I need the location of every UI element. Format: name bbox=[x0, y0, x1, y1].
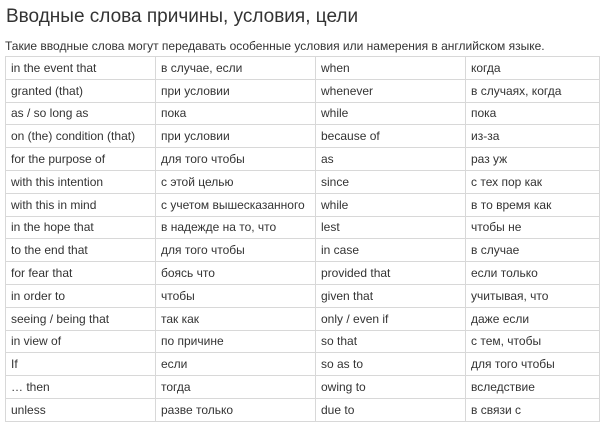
english-phrase-cell: … then bbox=[6, 376, 156, 399]
english-phrase-cell: in case bbox=[316, 239, 466, 262]
english-phrase-cell: in the hope that bbox=[6, 216, 156, 239]
english-phrase-cell: owing to bbox=[316, 376, 466, 399]
table-row bbox=[6, 79, 600, 102]
english-phrase-cell: so as to bbox=[316, 353, 466, 376]
english-phrase-cell: to the end that bbox=[6, 239, 156, 262]
russian-translation-cell: так как bbox=[156, 307, 316, 330]
russian-translation-cell: тогда bbox=[156, 376, 316, 399]
english-phrase-cell: in view of bbox=[6, 330, 156, 353]
russian-translation-cell: для того чтобы bbox=[466, 353, 600, 376]
english-phrase-cell: granted (that) bbox=[6, 79, 156, 102]
english-phrase-cell: whenever bbox=[316, 79, 466, 102]
russian-translation-cell: даже если bbox=[466, 307, 600, 330]
table-row bbox=[6, 398, 600, 421]
table-row bbox=[6, 148, 600, 171]
russian-translation-cell: при условии bbox=[156, 79, 316, 102]
english-phrase-cell: because of bbox=[316, 125, 466, 148]
russian-translation-cell: пока bbox=[156, 102, 316, 125]
english-phrase-cell: as / so long as bbox=[6, 102, 156, 125]
english-phrase-cell: lest bbox=[316, 216, 466, 239]
english-phrase-cell: seeing / being that bbox=[6, 307, 156, 330]
table-row bbox=[6, 353, 600, 376]
table-row bbox=[6, 262, 600, 285]
table-row bbox=[6, 307, 600, 330]
table-row bbox=[6, 330, 600, 353]
table-row bbox=[6, 170, 600, 193]
russian-translation-cell: с учетом вышесказанного bbox=[156, 193, 316, 216]
english-phrase-cell: given that bbox=[316, 284, 466, 307]
russian-translation-cell: пока bbox=[466, 102, 600, 125]
page-title: Вводные слова причины, условия, цели bbox=[6, 6, 359, 27]
english-phrase-cell: on (the) condition (that) bbox=[6, 125, 156, 148]
russian-translation-cell: в случаях, когда bbox=[466, 79, 600, 102]
english-phrase-cell: as bbox=[316, 148, 466, 171]
english-phrase-cell: since bbox=[316, 170, 466, 193]
table-row bbox=[6, 193, 600, 216]
russian-translation-cell: с тем, чтобы bbox=[466, 330, 600, 353]
page-subtitle: Такие вводные слова могут передавать особенные условия или намерения в английском языке. bbox=[5, 39, 545, 53]
russian-translation-cell: для того чтобы bbox=[156, 148, 316, 171]
table-row bbox=[6, 57, 600, 80]
english-phrase-cell: If bbox=[6, 353, 156, 376]
table-row bbox=[6, 125, 600, 148]
english-phrase-cell: for the purpose of bbox=[6, 148, 156, 171]
russian-translation-cell: из-за bbox=[466, 125, 600, 148]
russian-translation-cell: в связи с bbox=[466, 398, 600, 421]
russian-translation-cell: с этой целью bbox=[156, 170, 316, 193]
english-phrase-cell: while bbox=[316, 102, 466, 125]
russian-translation-cell: разве только bbox=[156, 398, 316, 421]
english-phrase-cell: only / even if bbox=[316, 307, 466, 330]
russian-translation-cell: раз уж bbox=[466, 148, 600, 171]
phrases-table-body bbox=[6, 57, 600, 422]
english-phrase-cell: due to bbox=[316, 398, 466, 421]
russian-translation-cell: вследствие bbox=[466, 376, 600, 399]
english-phrase-cell: for fear that bbox=[6, 262, 156, 285]
russian-translation-cell: с тех пор как bbox=[466, 170, 600, 193]
russian-translation-cell: в надежде на то, что bbox=[156, 216, 316, 239]
table-row bbox=[6, 376, 600, 399]
russian-translation-cell: когда bbox=[466, 57, 600, 80]
russian-translation-cell: чтобы bbox=[156, 284, 316, 307]
table-row bbox=[6, 216, 600, 239]
table-row bbox=[6, 102, 600, 125]
english-phrase-cell: unless bbox=[6, 398, 156, 421]
russian-translation-cell: при условии bbox=[156, 125, 316, 148]
english-phrase-cell: in order to bbox=[6, 284, 156, 307]
russian-translation-cell: чтобы не bbox=[466, 216, 600, 239]
english-phrase-cell: while bbox=[316, 193, 466, 216]
russian-translation-cell: боясь что bbox=[156, 262, 316, 285]
english-phrase-cell: in the event that bbox=[6, 57, 156, 80]
russian-translation-cell: для того чтобы bbox=[156, 239, 316, 262]
russian-translation-cell: учитывая, что bbox=[466, 284, 600, 307]
russian-translation-cell: в случае bbox=[466, 239, 600, 262]
russian-translation-cell: если bbox=[156, 353, 316, 376]
english-phrase-cell: when bbox=[316, 57, 466, 80]
english-phrase-cell: provided that bbox=[316, 262, 466, 285]
russian-translation-cell: в то время как bbox=[466, 193, 600, 216]
english-phrase-cell: so that bbox=[316, 330, 466, 353]
table-row bbox=[6, 239, 600, 262]
phrases-table bbox=[5, 56, 600, 422]
russian-translation-cell: по причине bbox=[156, 330, 316, 353]
english-phrase-cell: with this in mind bbox=[6, 193, 156, 216]
table-row bbox=[6, 284, 600, 307]
english-phrase-cell: with this intention bbox=[6, 170, 156, 193]
russian-translation-cell: если только bbox=[466, 262, 600, 285]
russian-translation-cell: в случае, если bbox=[156, 57, 316, 80]
